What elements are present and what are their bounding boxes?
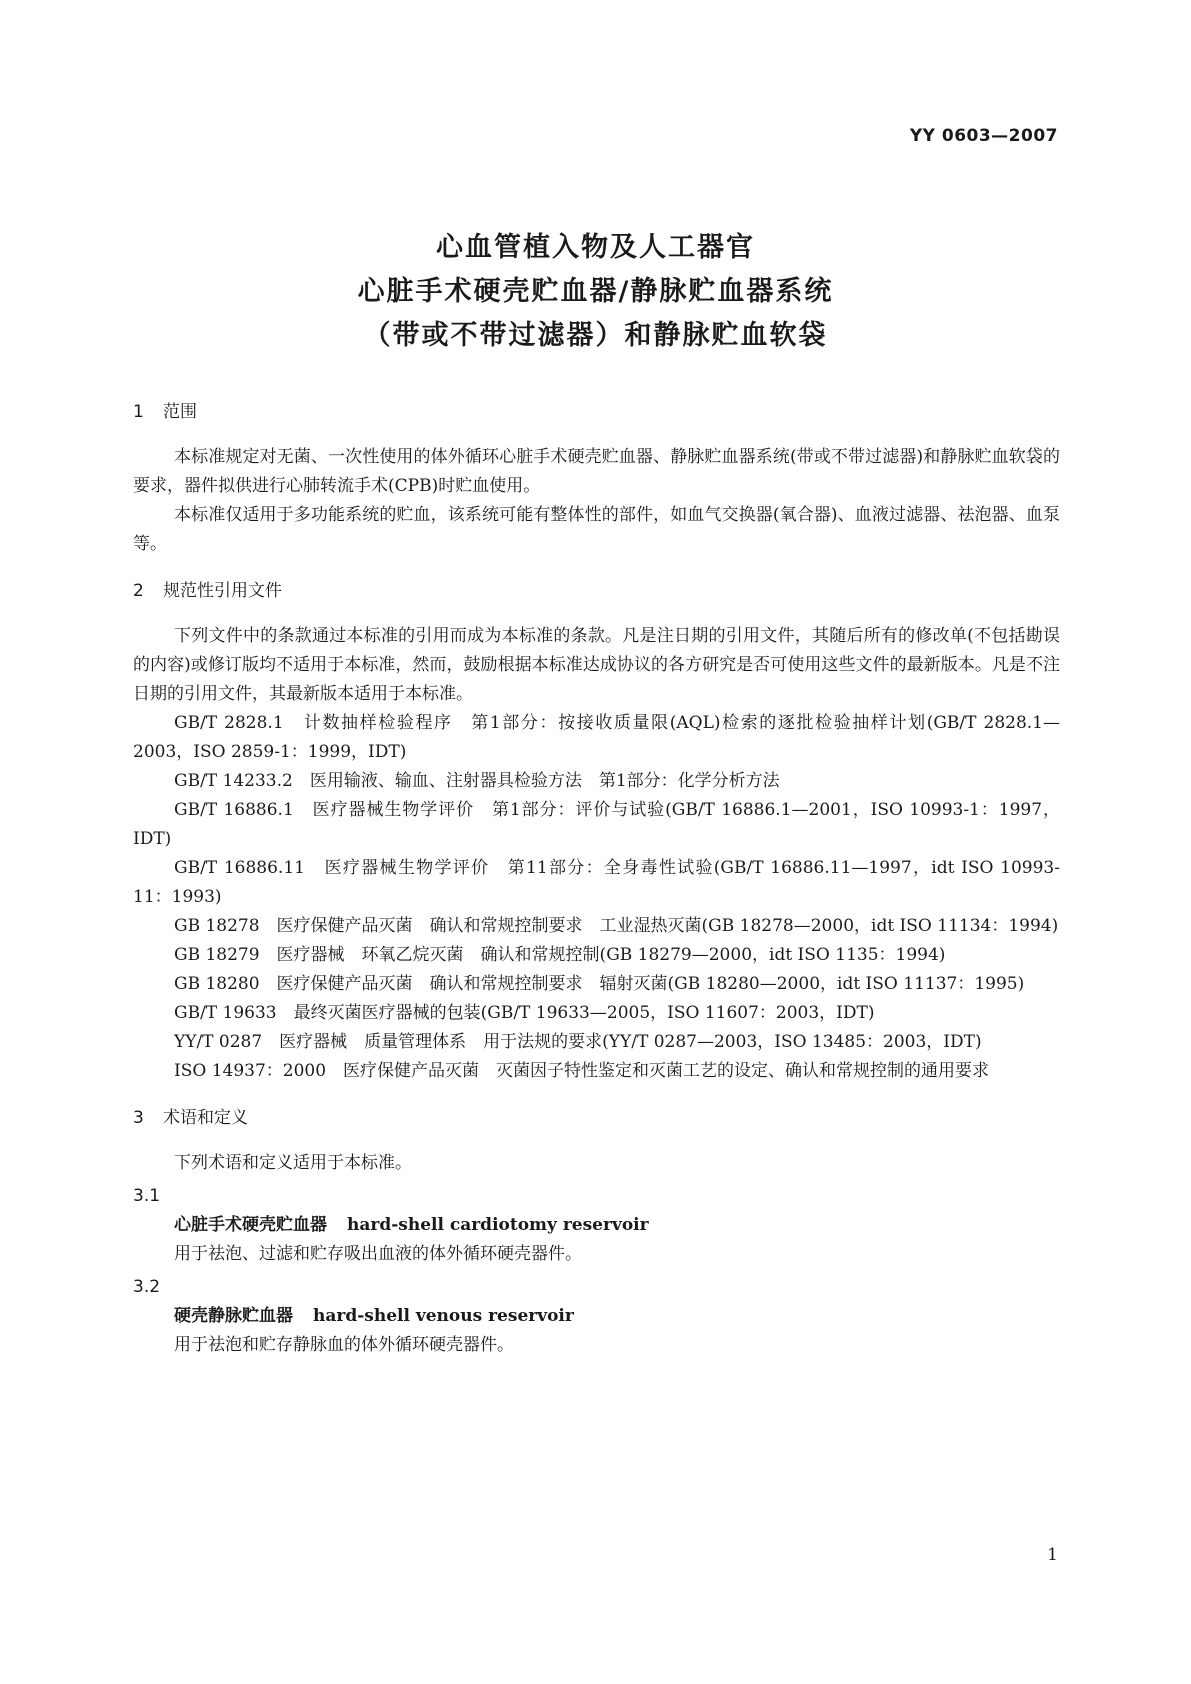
section-3-number: 3 — [133, 1108, 144, 1128]
term-definition: 用于祛泡和贮存静脉血的体外循环硬壳器件。 — [174, 1335, 514, 1355]
reference-item: GB 18278 医疗保健产品灭菌 确认和常规控制要求 工业湿热灭菌(GB 18278—2000，idt ISO 11134：1994) — [174, 916, 1059, 936]
reference-item: GB/T 16886.1 医疗器械生物学评价 第1部分：评价与试验(GB/T 16886.1—2001，ISO 10993-1：1997，IDT) — [133, 800, 1060, 849]
title-line-2: 心脏手术硬壳贮血器/静脉贮血器系统 — [357, 276, 834, 307]
section-3-title: 术语和定义 — [163, 1108, 248, 1128]
reference-item: ISO 14937：2000 医疗保健产品灭菌 灭菌因子特性鉴定和灭菌工艺的设定、确认和常规控制的通用要求 — [174, 1061, 990, 1081]
reference-item: YY/T 0287 医疗器械 质量管理体系 用于法规的要求(YY/T 0287—2003，ISO 13485：2003，IDT) — [174, 1032, 982, 1052]
term-en: hard-shell venous reservoir — [313, 1306, 574, 1326]
term-en: hard-shell cardiotomy reservoir — [347, 1215, 649, 1235]
section-2-heading — [133, 577, 1060, 606]
section-1-heading — [133, 398, 1060, 427]
term-title — [133, 1211, 1060, 1240]
term-zh: 硬壳静脉贮血器 — [174, 1306, 293, 1326]
term-zh: 心脏手术硬壳贮血器 — [174, 1215, 327, 1235]
reference-item: GB/T 2828.1 计数抽样检验程序 第1部分：按接收质量限(AQL)检索的逐批检验抽样计划(GB/T 2828.1—2003，ISO 2859-1：1999，IDT) — [133, 713, 1060, 762]
title-line-3: （带或不带过滤器）和静脉贮血软袋 — [363, 320, 828, 351]
page-number: 1 — [1047, 1545, 1058, 1565]
section-1-number: 1 — [133, 402, 144, 422]
document-body — [133, 398, 1060, 1360]
section-1-paragraph: 本标准仅适用于多功能系统的贮血，该系统可能有整体性的部件，如血气交换器(氧合器)、血液过滤器、祛泡器、血泵等。 — [133, 505, 1060, 554]
section-1-paragraph: 本标准规定对无菌、一次性使用的体外循环心脏手术硬壳贮血器、静脉贮血器系统(带或不带过滤器)和静脉贮血软袋的要求，器件拟供进行心肺转流手术(CPB)时贮血使用。 — [133, 447, 1060, 496]
section-1-title: 范围 — [163, 402, 197, 422]
term-number: 3.1 — [133, 1186, 161, 1206]
title-line-1: 心血管植入物及人工器官 — [436, 232, 755, 263]
section-2-title: 规范性引用文件 — [163, 581, 282, 601]
standard-number: YY 0603—2007 — [909, 126, 1058, 146]
section-3-heading — [133, 1104, 1060, 1133]
term-number: 3.2 — [133, 1277, 161, 1297]
term-title — [133, 1302, 1060, 1331]
document-title — [0, 226, 1191, 358]
reference-item: GB 18280 医疗保健产品灭菌 确认和常规控制要求 辐射灭菌(GB 18280—2000，idt ISO 11137：1995) — [174, 974, 1025, 994]
section-2-number: 2 — [133, 581, 144, 601]
section-2-intro: 下列文件中的条款通过本标准的引用而成为本标准的条款。凡是注日期的引用文件，其随后所有的修改单(不包括勘误的内容)或修订版均不适用于本标准，然而，鼓励根据本标准达成协议的各方研究是否可使用这些文件的最新版本。凡是不注日期的引用文件，其最新版本适用于本标准。 — [133, 626, 1060, 704]
reference-item: GB/T 19633 最终灭菌医疗器械的包装(GB/T 19633—2005，ISO 11607：2003，IDT) — [174, 1003, 875, 1023]
reference-item: GB/T 14233.2 医用输液、输血、注射器具检验方法 第1部分：化学分析方法 — [174, 771, 780, 791]
reference-item: GB/T 16886.11 医疗器械生物学评价 第11部分：全身毒性试验(GB/T 16886.11—1997，idt ISO 10993-11：1993) — [133, 858, 1060, 907]
section-3-intro: 下列术语和定义适用于本标准。 — [174, 1153, 412, 1173]
reference-item: GB 18279 医疗器械 环氧乙烷灭菌 确认和常规控制(GB 18279—2000，idt ISO 1135：1994) — [174, 945, 946, 965]
term-definition: 用于祛泡、过滤和贮存吸出血液的体外循环硬壳器件。 — [174, 1244, 582, 1264]
